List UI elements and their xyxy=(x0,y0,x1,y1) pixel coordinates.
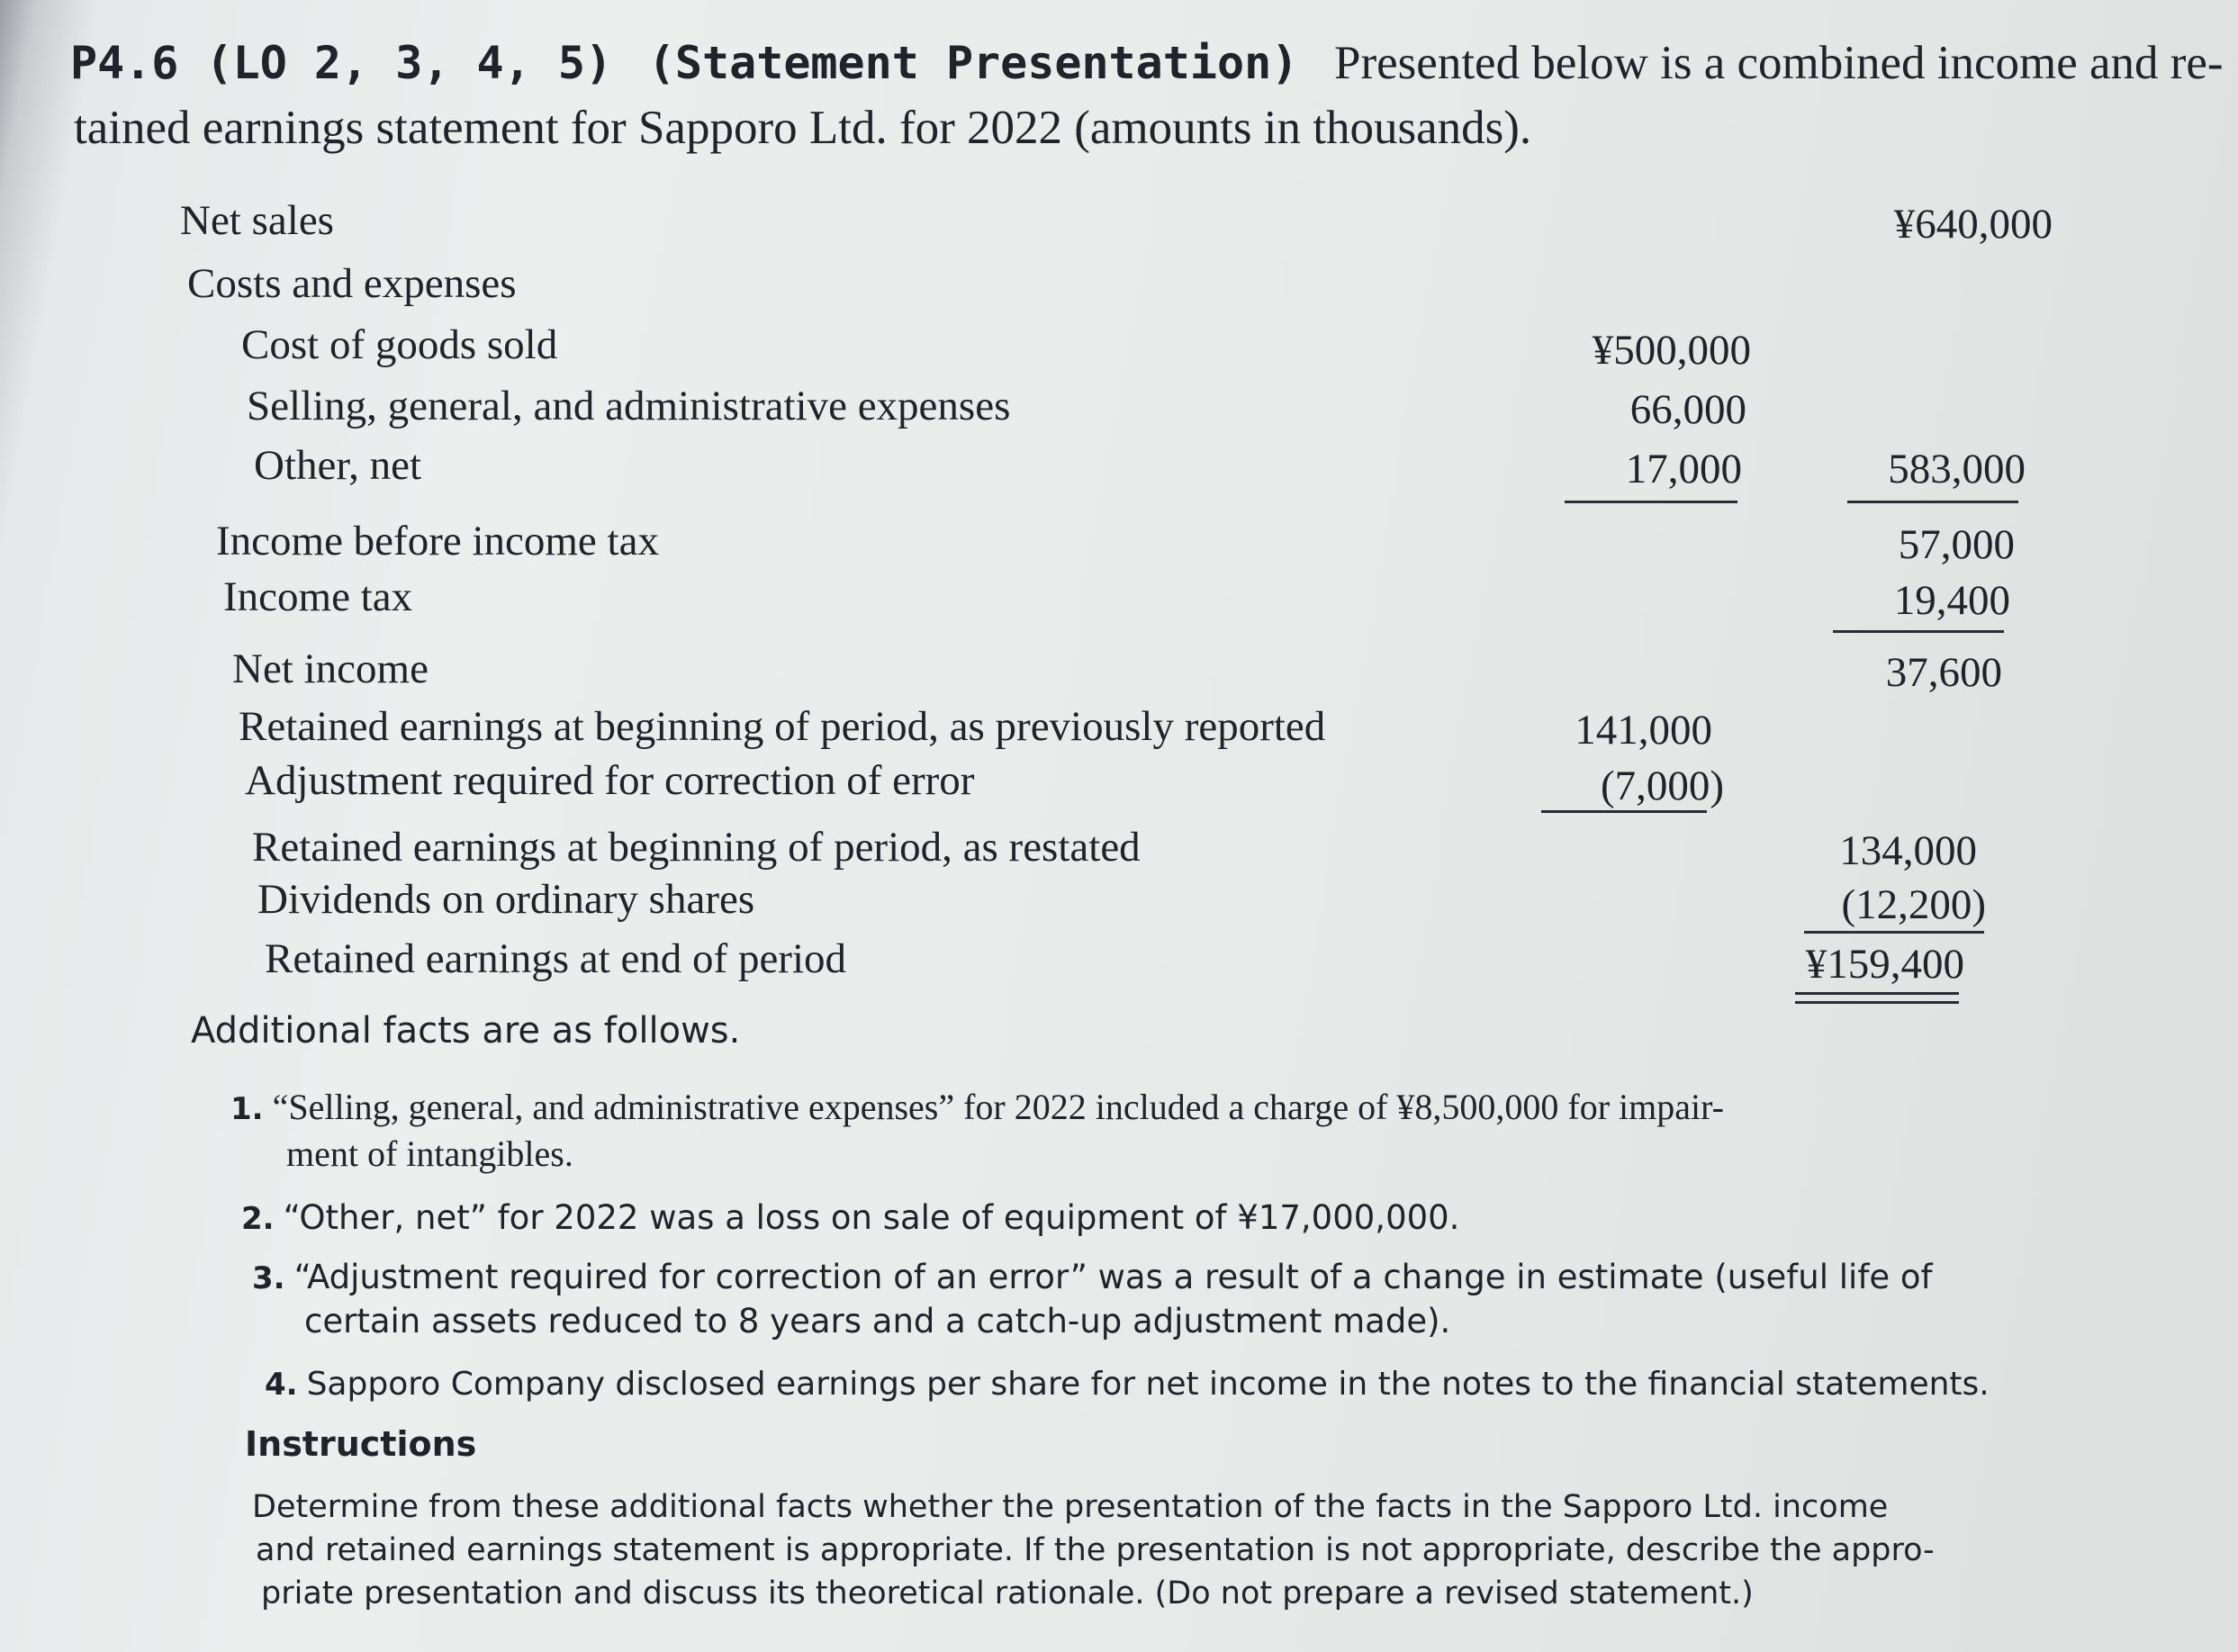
fact-3-continued: certain assets reduced to 8 years and a catch-up adjustment made). xyxy=(304,1302,1451,1341)
net-sales-total: ¥640,000 xyxy=(1893,201,2053,248)
dividends-total: (12,200) xyxy=(1841,881,1986,928)
fact-1-number: 1. xyxy=(230,1091,264,1127)
sga-amount: 66,000 xyxy=(1629,386,1746,433)
fact-1-line1: “Selling, general, and administrative expenses” for 2022 included a charge of ¥8,500,000 for impair- xyxy=(272,1087,1724,1127)
rule-net-income xyxy=(1833,630,2004,633)
costs-total: 583,000 xyxy=(1888,446,2026,492)
cogs-label: Cost of goods sold xyxy=(241,321,558,368)
rule-re-restated xyxy=(1541,810,1707,813)
other-label: Other, net xyxy=(254,442,422,489)
fact-4 xyxy=(265,1361,1990,1404)
fact-2-number: 2. xyxy=(241,1201,275,1237)
dividends-label: Dividends on ordinary shares xyxy=(257,876,755,923)
problem-number: P4.6 (LO 2, 3, 4, 5) xyxy=(70,37,613,89)
re-end-total: ¥159,400 xyxy=(1805,941,1964,988)
fact-1 xyxy=(230,1086,1724,1128)
fact-3 xyxy=(252,1255,1933,1297)
net-income-total: 37,600 xyxy=(1885,649,2002,696)
adjustment-amount: (7,000) xyxy=(1600,763,1724,809)
rule-re-end xyxy=(1804,931,1984,934)
rule-costs-col2 xyxy=(1847,501,2018,503)
income-tax-label: Income tax xyxy=(223,573,413,620)
rule-costs-col1 xyxy=(1565,501,1737,503)
fact-1-continued: ment of intangibles. xyxy=(286,1133,573,1174)
cogs-amount: ¥500,000 xyxy=(1592,327,1751,374)
costs-label: Costs and expenses xyxy=(187,260,517,307)
other-amount: 17,000 xyxy=(1625,446,1742,492)
fact-4-number: 4. xyxy=(265,1367,298,1403)
problem-header-line1 xyxy=(70,36,2224,90)
fact-2 xyxy=(241,1196,1459,1238)
re-beginning-restated-total: 134,000 xyxy=(1839,827,1977,874)
fact-3-line1: “Adjustment required for correction of an error” was a result of a change in estimate (useful life of xyxy=(293,1258,1933,1296)
instructions-line3: priate presentation and discuss its theoretical rationale. (Do not prepare a revised statement.) xyxy=(261,1575,1754,1611)
problem-header-line2: tained earnings statement for Sapporo Ltd. for 2022 (amounts in thousands). xyxy=(74,102,1532,154)
rule-double-2 xyxy=(1795,1001,1959,1004)
net-income-label: Net income xyxy=(232,645,429,692)
income-tax-total: 19,400 xyxy=(1893,577,2010,624)
fact-4-line1: Sapporo Company disclosed earnings per share for net income in the notes to the financial statements. xyxy=(306,1366,1990,1403)
re-beginning-restated-label: Retained earnings at beginning of period, as restated xyxy=(252,824,1141,871)
income-before-tax-total: 57,000 xyxy=(1898,521,2015,568)
instructions-line2: and retained earnings statement is appropriate. If the presentation is not appropriate, describe the appro- xyxy=(256,1532,1935,1568)
problem-topic: (Statement Presentation) xyxy=(647,37,1299,89)
sga-label: Selling, general, and administrative expenses xyxy=(247,383,1011,429)
instructions-line1: Determine from these additional facts whether the presentation of the facts in the Sapporo Ltd. income xyxy=(252,1489,1889,1525)
income-before-tax-label: Income before income tax xyxy=(216,518,659,564)
instructions-heading: Instructions xyxy=(245,1424,477,1464)
net-sales-label: Net sales xyxy=(180,197,334,244)
re-beginning-reported-label: Retained earnings at beginning of period, as previously reported xyxy=(239,703,1326,750)
adjustment-label: Adjustment required for correction of error xyxy=(245,757,975,804)
fact-3-number: 3. xyxy=(252,1260,285,1296)
additional-facts-intro: Additional facts are as follows. xyxy=(191,1010,741,1052)
fact-2-line1: “Other, net” for 2022 was a loss on sale of equipment of ¥17,000,000. xyxy=(283,1198,1460,1237)
problem-intro: Presented below is a combined income and re- xyxy=(1334,37,2224,89)
rule-double-1 xyxy=(1795,992,1959,995)
re-beginning-reported-amount: 141,000 xyxy=(1575,707,1712,754)
re-end-label: Retained earnings at end of period xyxy=(265,935,847,982)
